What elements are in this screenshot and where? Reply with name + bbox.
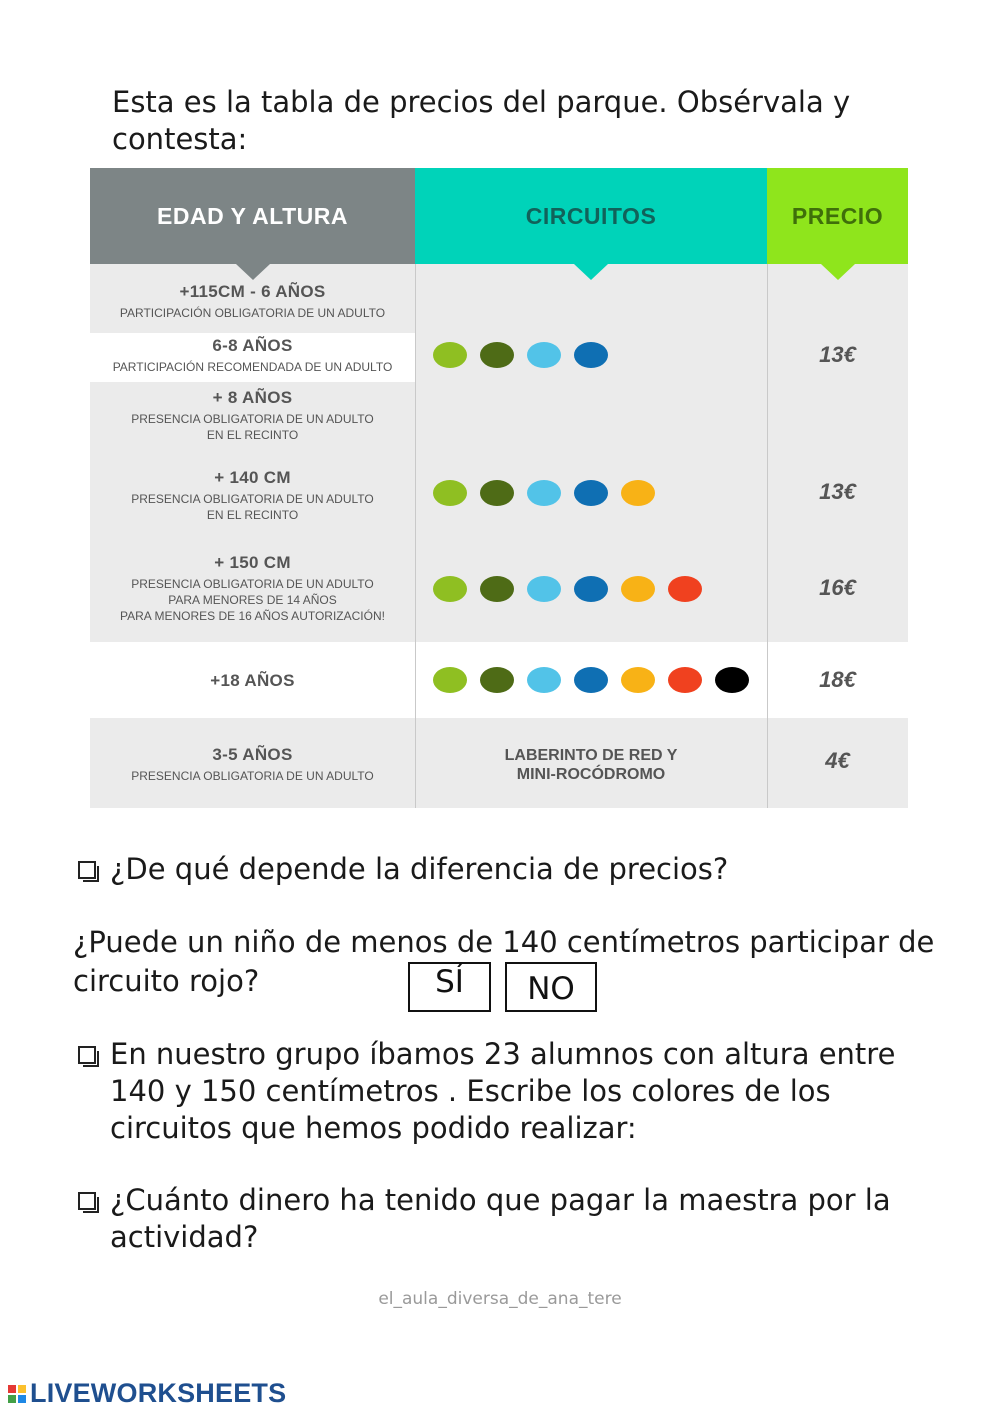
circuit-dot-blue bbox=[574, 576, 608, 602]
checkbox-icon bbox=[78, 1192, 96, 1210]
question-1: ¿De qué depende la diferencia de precios? bbox=[110, 852, 729, 886]
age-main: + 150 CM bbox=[214, 553, 291, 572]
age-sub bbox=[90, 491, 415, 523]
circuit-text-3-5 bbox=[415, 746, 767, 784]
header-price-label: PRECIO bbox=[791, 202, 884, 229]
circuit-dot-black bbox=[715, 667, 749, 693]
age-row-3-5 bbox=[90, 745, 415, 784]
circuit-dots-140 bbox=[433, 480, 668, 506]
age-sub-line: PRESENCIA OBLIGATORIA DE UN ADULTO bbox=[131, 412, 374, 426]
age-sub-line: EN EL RECINTO bbox=[206, 428, 299, 442]
circuit-dot-blue bbox=[574, 667, 608, 693]
age-sub-line: EN EL RECINTO bbox=[206, 508, 299, 522]
circuit-dot-light-blue bbox=[527, 480, 561, 506]
header-circuits-arrow bbox=[574, 264, 608, 280]
circuit-dots-150 bbox=[433, 576, 715, 602]
age-sub-line: PARA MENORES DE 16 AÑOS AUTORIZACIÓN! bbox=[120, 609, 385, 623]
age-sub: PARTICIPACIÓN OBLIGATORIA DE UN ADULTO bbox=[119, 306, 386, 320]
header-price bbox=[767, 168, 908, 264]
circuit-dot-blue bbox=[574, 342, 608, 368]
price-3-5: 4€ bbox=[825, 748, 850, 773]
circuit-dot-light-green bbox=[433, 480, 467, 506]
price-150: 16€ bbox=[819, 575, 856, 600]
circuit-dot-blue bbox=[574, 480, 608, 506]
circuit-dot-dark-green bbox=[480, 342, 514, 368]
circuit-dot-red bbox=[668, 576, 702, 602]
age-sub: PRESENCIA OBLIGATORIA DE UN ADULTO bbox=[131, 769, 374, 783]
circuit-dot-light-green bbox=[433, 667, 467, 693]
circuit-dots-18 bbox=[433, 667, 762, 693]
age-row-115cm-6 bbox=[90, 282, 415, 321]
circuit-dot-orange bbox=[621, 480, 655, 506]
price-group1: 13€ bbox=[819, 342, 856, 367]
circuit-dots-group1 bbox=[433, 342, 621, 368]
age-sub-line: PARA MENORES DE 14 AÑOS bbox=[168, 593, 337, 607]
circuit-dot-dark-green bbox=[480, 480, 514, 506]
age-row-150cm bbox=[90, 553, 415, 624]
question-2-line-1: ¿Puede un niño de menos de 140 centímetros participar de bbox=[73, 925, 935, 959]
age-sub bbox=[90, 411, 415, 443]
circuit-dot-dark-green bbox=[480, 576, 514, 602]
circuit-dot-dark-green bbox=[480, 667, 514, 693]
question-3: En nuestro grupo íbamos 23 alumnos con altura entre 140 y 150 centímetros . Escribe los colores de los circuitos que hemos podido realizar: bbox=[110, 1037, 896, 1145]
age-main: + 8 AÑOS bbox=[212, 388, 293, 407]
author-credit: el_aula_diversa_de_ana_tere bbox=[378, 1289, 622, 1309]
age-main: +115CM - 6 AÑOS bbox=[179, 282, 326, 301]
yes-answer-box[interactable]: SÍ bbox=[408, 962, 491, 1012]
age-sub bbox=[90, 576, 415, 624]
header-price-arrow bbox=[821, 264, 855, 280]
header-circuits bbox=[415, 168, 767, 264]
age-main: + 140 CM bbox=[214, 468, 291, 487]
age-row-140cm bbox=[90, 468, 415, 523]
age-main: 6-8 AÑOS bbox=[212, 336, 293, 355]
question-2-line-2: circuito rojo? bbox=[73, 964, 260, 998]
header-age-label: EDAD Y ALTURA bbox=[157, 202, 348, 229]
age-sub-line: PRESENCIA OBLIGATORIA DE UN ADULTO bbox=[131, 577, 374, 591]
logo-icon bbox=[8, 1385, 26, 1403]
price-table bbox=[90, 168, 908, 808]
liveworksheets-logo bbox=[8, 1378, 286, 1409]
circuit-dot-light-blue bbox=[527, 342, 561, 368]
circuit-dot-orange bbox=[621, 576, 655, 602]
age-row-18 bbox=[90, 671, 415, 691]
circuit-dot-red bbox=[668, 667, 702, 693]
intro-text: Esta es la tabla de precios del parque. Obsérvala y contesta: bbox=[112, 85, 851, 156]
age-main: +18 AÑOS bbox=[210, 671, 295, 690]
price-140: 13€ bbox=[819, 479, 856, 504]
circuit-text-line: LABERINTO DE RED Y bbox=[504, 747, 678, 764]
circuit-text-line: MINI-ROCÓDROMO bbox=[516, 766, 666, 783]
column-divider-1 bbox=[415, 264, 416, 808]
age-sub-line: PRESENCIA OBLIGATORIA DE UN ADULTO bbox=[131, 492, 374, 506]
no-answer-box[interactable]: NO bbox=[505, 962, 597, 1012]
question-4: ¿Cuánto dinero ha tenido que pagar la maestra por la actividad? bbox=[110, 1183, 891, 1254]
checkbox-icon bbox=[78, 1046, 96, 1064]
circuit-dot-light-green bbox=[433, 342, 467, 368]
header-circuits-label: CIRCUITOS bbox=[525, 202, 657, 229]
header-age-arrow bbox=[236, 264, 270, 280]
age-row-8 bbox=[90, 388, 415, 443]
circuit-dot-orange bbox=[621, 667, 655, 693]
age-sub: PARTICIPACIÓN RECOMENDADA DE UN ADULTO bbox=[112, 360, 393, 374]
price-18: 18€ bbox=[819, 667, 856, 692]
age-row-6-8 bbox=[90, 336, 415, 375]
brand-name: LIVEWORKSHEETS bbox=[30, 1378, 287, 1408]
circuit-dot-light-blue bbox=[527, 576, 561, 602]
age-main: 3-5 AÑOS bbox=[212, 745, 293, 764]
circuit-dot-light-blue bbox=[527, 667, 561, 693]
checkbox-icon bbox=[78, 861, 96, 879]
circuit-dot-light-green bbox=[433, 576, 467, 602]
header-age bbox=[90, 168, 415, 264]
